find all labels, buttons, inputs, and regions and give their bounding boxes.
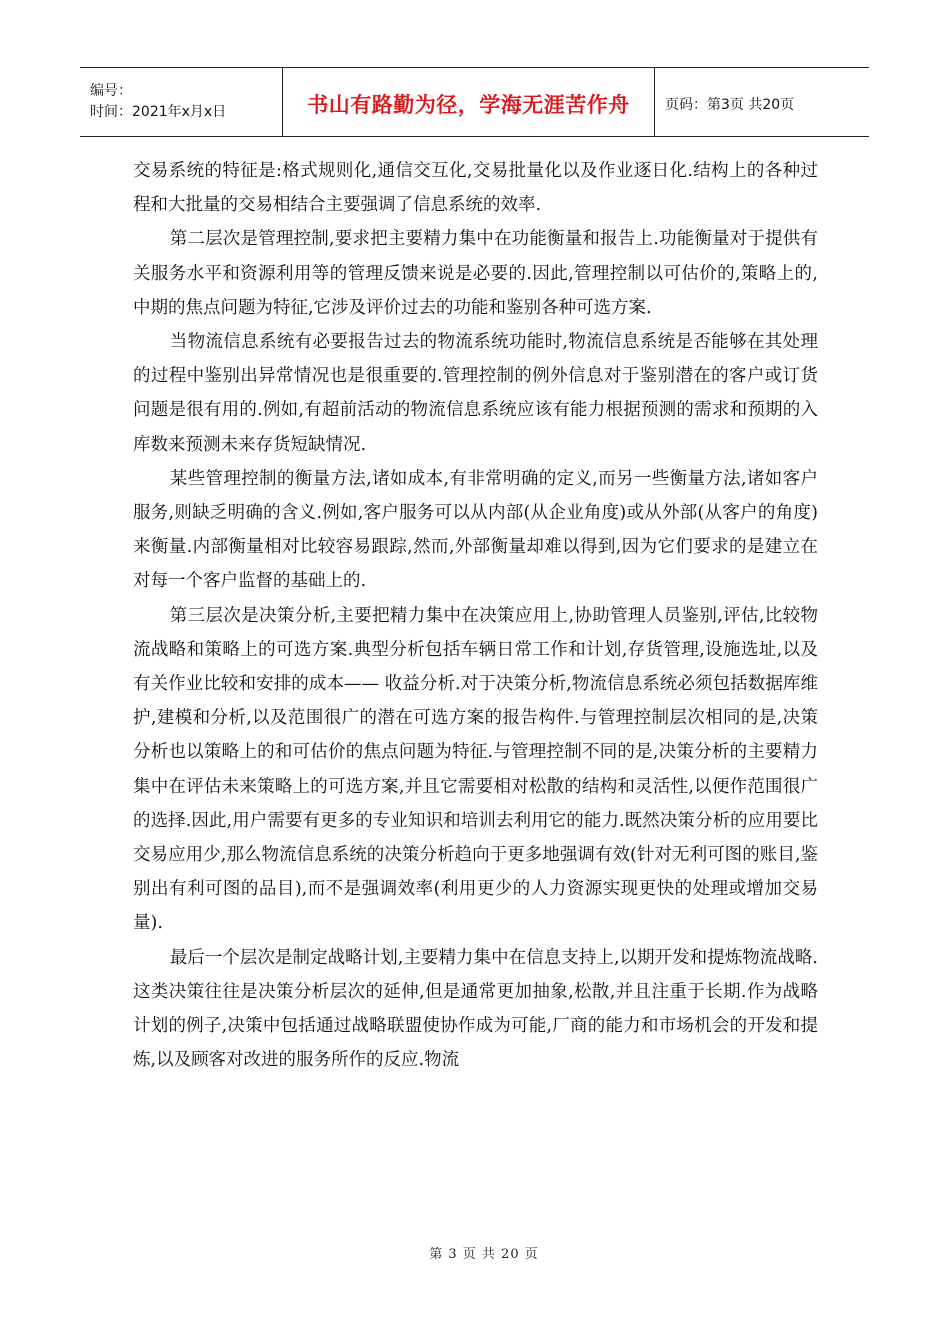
paragraph: 某些管理控制的衡量方法,诸如成本,有非常明确的定义,而另一些衡量方法,诸如客户服务,则缺乏明确的含义.例如,客户服务可以从内部(从企业角度)或从外部(从客户的角度)来衡量.内部衡量相对比较容易跟踪,然而,外部衡量却难以得到,因为它们要求的是建立在对每一个客户监督的基础上的. <box>133 468 818 592</box>
header-meta <box>80 68 283 136</box>
document-date: 时间：2021年x月x日 <box>90 104 227 120</box>
page-footer: 第 3 页 共 20 页 <box>429 1247 539 1262</box>
paragraph: 交易系统的特征是:格式规则化,通信交互化,交易批量化以及作业逐日化.结构上的各种过程和大批量的交易相结合主要强调了信息系统的效率. <box>133 161 818 216</box>
document-body <box>133 154 818 1077</box>
paragraph: 第二层次是管理控制,要求把主要精力集中在功能衡量和报告上.功能衡量对于提供有关服务水平和资源利用等的管理反馈来说是必要的.因此,管理控制以可估价的,策略上的,中期的焦点问题为特征,它涉及评价过去的功能和鉴别各种可选方案. <box>133 229 818 318</box>
page-header <box>80 67 869 137</box>
paragraph: 当物流信息系统有必要报告过去的物流系统功能时,物流信息系统是否能够在其处理的过程中鉴别出异常情况也是很重要的.管理控制的例外信息对于鉴别潜在的客户或订货问题是很有用的.例如,有超前活动的物流信息系统应该有能力根据预测的需求和预期的入库数来预测未来存货短缺情况. <box>133 332 818 455</box>
document-number: 编号： <box>90 83 132 99</box>
paragraph: 最后一个层次是制定战略计划,主要精力集中在信息支持上,以期开发和提炼物流战略.这类决策往往是决策分析层次的延伸,但是通常更加抽象,松散,并且注重于长期.作为战略计划的例子,决策中包括通过战略联盟使协作成为可能,厂商的能力和市场机会的开发和提炼,以及顾客对改进的服务所作的反应.物流 <box>133 947 818 1071</box>
paragraph: 第三层次是决策分析,主要把精力集中在决策应用上,协助管理人员鉴别,评估,比较物流战略和策略上的可选方案.典型分析包括车辆日常工作和计划,存货管理,设施选址,以及有关作业比较和安排的成本—— 收益分析.对于决策分析,物流信息系统必须包括数据库维护,建模和分析,以及范围很广的潜在可选方案的报告构件.与管理控制层次相同的是,决策分析也以策略上的和可估价的焦点问题为特征.与管理控制不同的是,决策分析的主要精力集中在评估未来策略上的可选方案,并且它需要相对松散的结构和灵活性,以便作范围很广的选择.因此,用户需要有更多的专业知识和培训去利用它的能力.既然决策分析的应用要比交易应用少,那么物流信息系统的决策分析趋向于更多地强调有效(针对无利可图的账目,鉴别出有利可图的品目),而不是强调效率(利用更少的人力资源实现更快的处理或增加交易量). <box>133 605 818 934</box>
header-motto: 书山有路勤为径，学海无涯苦作舟 <box>283 68 655 136</box>
header-page-info: 页码：第3页 共20页 <box>665 97 795 113</box>
